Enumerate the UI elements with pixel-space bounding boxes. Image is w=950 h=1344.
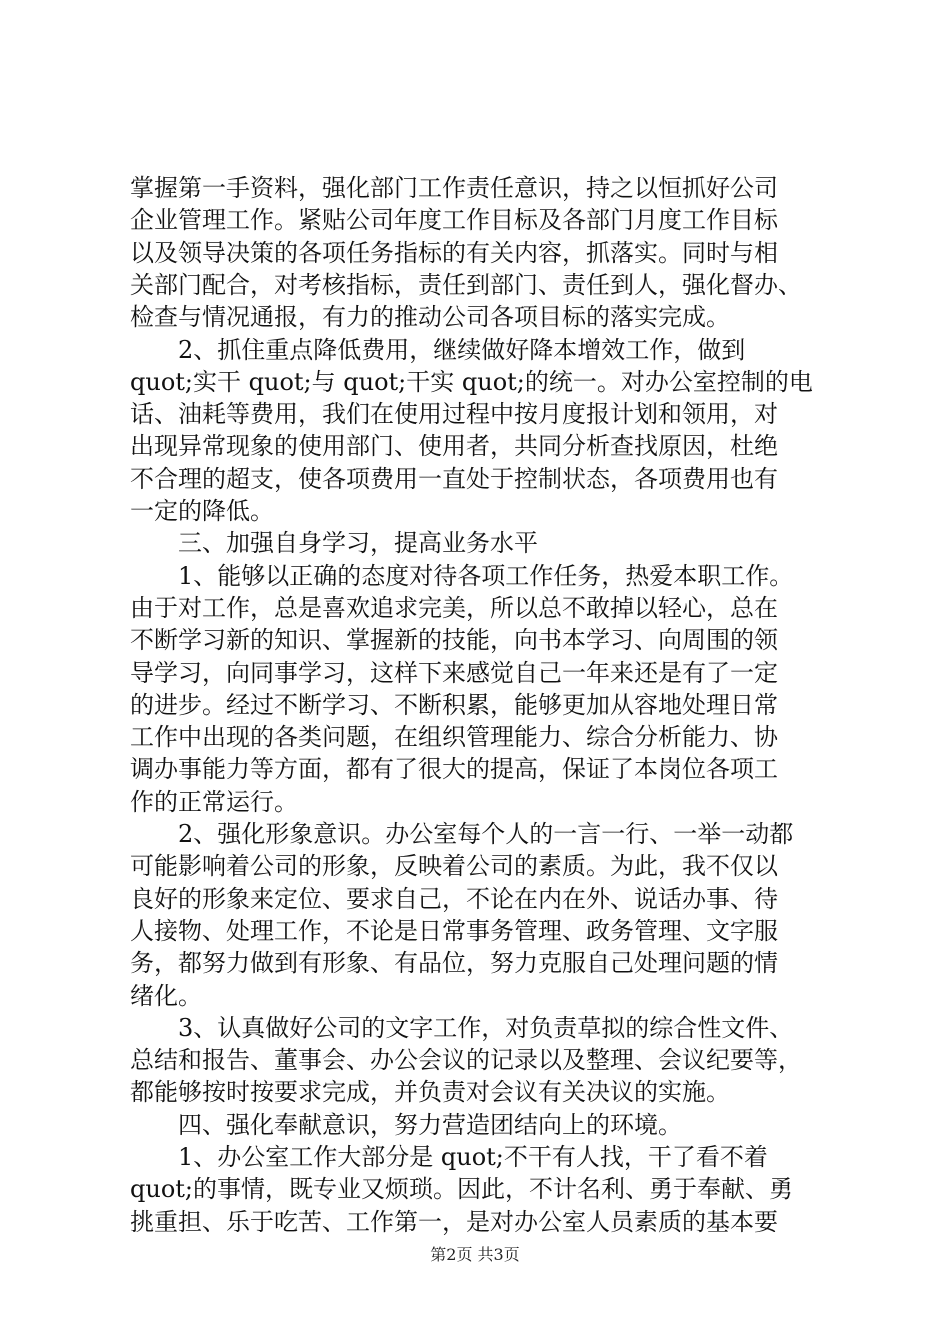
text-line: 都能够按时按要求完成，并负责对会议有关决议的实施。: [130, 1078, 730, 1107]
text-line: 四、强化奉献意识，努力营造团结向上的环境。: [178, 1110, 682, 1139]
text-line: 关部门配合，对考核指标，责任到部门、责任到人，强化督办、: [130, 270, 802, 299]
text-line: 挑重担、乐于吃苦、工作第一，是对办公室人员素质的基本要: [130, 1207, 778, 1236]
text-line: quot;的事情，既专业又烦琐。因此，不计名利、勇于奉献、勇: [130, 1175, 793, 1204]
text-line: 人接物、处理工作，不论是日常事务管理、政务管理、文字服: [130, 916, 778, 945]
text-line: 由于对工作，总是喜欢追求完美，所以总不敢掉以轻心，总在: [130, 593, 778, 622]
text-line: 可能影响着公司的形象，反映着公司的素质。为此，我不仅以: [130, 852, 778, 881]
text-line: 务，都努力做到有形象、有品位，努力克服自己处理问题的情: [130, 949, 778, 978]
text-line: 调办事能力等方面，都有了很大的提高，保证了本岗位各项工: [130, 755, 778, 784]
text-line: 不合理的超支，使各项费用一直处于控制状态，各项费用也有: [130, 464, 778, 493]
text-line: 良好的形象来定位、要求自己，不论在内在外、说话办事、待: [130, 884, 778, 913]
text-line: 掌握第一手资料，强化部门工作责任意识，持之以恒抓好公司: [130, 174, 778, 202]
text-line: 绪化。: [130, 981, 202, 1010]
text-line: 1、能够以正确的态度对待各项工作任务，热爱本职工作。: [178, 561, 794, 590]
text-line: 作的正常运行。: [130, 787, 298, 816]
text-line: 工作中出现的各类问题，在组织管理能力、综合分析能力、协: [130, 723, 778, 752]
text-line: 不断学习新的知识、掌握新的技能，向书本学习、向周围的领: [130, 626, 778, 655]
page-footer: 第2页 共3页: [430, 1245, 520, 1264]
text-line: 话、油耗等费用，我们在使用过程中按月度报计划和领用，对: [130, 400, 778, 429]
text-line: 三、加强自身学习，提高业务水平: [178, 529, 538, 558]
text-line: 出现异常现象的使用部门、使用者，共同分析查找原因，杜绝: [130, 432, 778, 461]
text-line: 1、办公室工作大部分是 quot;不干有人找，干了看不着: [178, 1143, 768, 1171]
text-line: 的进步。经过不断学习、不断积累，能够更加从容地处理日常: [130, 690, 778, 719]
text-line: 3、认真做好公司的文字工作，对负责草拟的综合性文件、: [178, 1013, 794, 1042]
text-line: quot;实干 quot;与 quot;干实 quot;的统一。对办公室控制的电: [130, 367, 813, 396]
text-line: 总结和报告、董事会、办公会议的记录以及整理、会议纪要等，: [130, 1046, 802, 1075]
text-line: 2、强化形象意识。办公室每个人的一言一行、一举一动都: [178, 820, 794, 848]
text-line: 2、抓住重点降低费用，继续做好降本增效工作，做到: [178, 335, 746, 364]
text-line: 企业管理工作。紧贴公司年度工作目标及各部门月度工作目标: [130, 206, 778, 235]
text-line: 一定的降低。: [130, 497, 274, 525]
text-line: 以及领导决策的各项任务指标的有关内容，抓落实。同时与相: [130, 238, 778, 267]
text-line: 检查与情况通报，有力的推动公司各项目标的落实完成。: [130, 303, 730, 332]
text-line: 导学习，向同事学习，这样下来感觉自己一年来还是有了一定: [130, 658, 778, 687]
